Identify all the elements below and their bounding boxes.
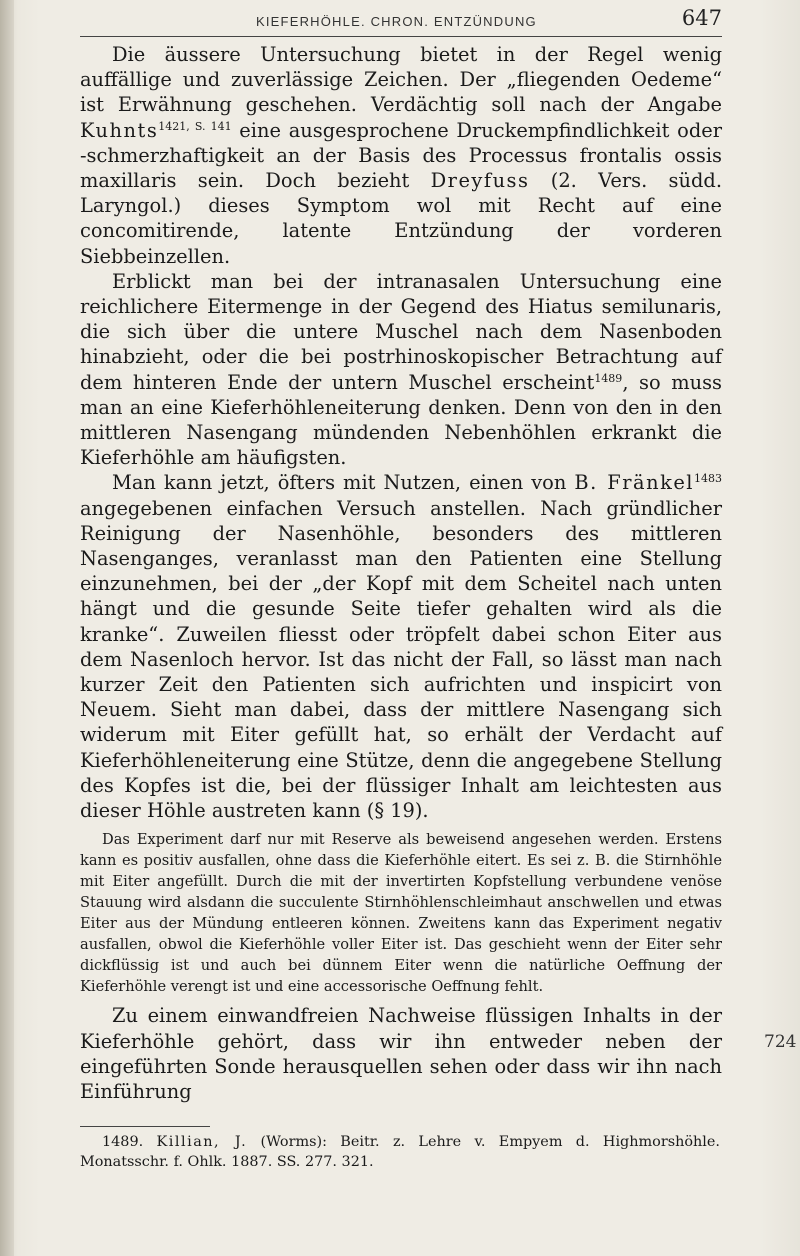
p1-text-c: (2. Vers. südd. Laryngol.) dieses Symptom wol mit Recht auf eine concomitirende, latente Entzündung der vorderen Siebbeinzellen. — [80, 169, 722, 268]
p1-text-a: Die äussere Untersuchung bietet in der Regel wenig auffällige und zuverlässige Zeichen. Der „fliegenden Oedeme“ ist Erwähnung geschehen. Verdächtig soll nach der Angabe — [80, 43, 722, 117]
reference-1489: 1489 — [594, 371, 623, 385]
footnote-1489 — [80, 1132, 720, 1172]
page-number: 647 — [681, 6, 722, 30]
paragraph-4: Zu einem einwandfreien Nachweise flüssigen Inhalts in der Kieferhöhle gehört, dass wir ihn entweder neben der eingeführten Sonde herausquellen sehen oder dass wir ihn nach Einführung — [80, 1004, 722, 1103]
page-binding-shadow — [0, 0, 14, 1256]
paragraph-2 — [80, 269, 722, 471]
small-print-note: Das Experiment darf nur mit Reserve als beweisend angesehen werden. Erstens kann es positiv ausfallen, ohne dass die Kieferhöhle eitert. Es sei z. B. die Stirnhöhle mit Eiter angefüllt. Durch die mit der invertirten Kopfstellung verbundene venöse Stauung wird alsdann die succulente Stirnhöhlenschleimhaut anschwellen und etwas Eiter aus der Mündung entleeren können. Zweitens kann das Experiment negativ ausfallen, obwol die Kieferhöhle voller Eiter ist. Das geschieht wenn der Eiter sehr dickflüssig ist und auch bei dünnem Eiter wenn die natürliche Oeffnung der Kieferhöhle verengt ist und eine accessorische Oeffnung fehlt. — [80, 831, 722, 996]
reference-1421: 1421, S. 141 — [158, 119, 232, 133]
margin-reference-number: 724 — [764, 1032, 797, 1052]
author-fraenkel: B. Fränkel — [574, 471, 694, 495]
author-kuhnt: Kuhnts — [80, 118, 159, 142]
p3-text-a: Man kann jetzt, öfters mit Nutzen, einen von — [112, 471, 575, 495]
footnote-divider — [80, 1126, 210, 1127]
paragraph-3 — [80, 470, 722, 823]
footnote-number: 1489. — [102, 1134, 144, 1150]
running-head: KIEFERHÖHLE. CHRON. ENTZÜNDUNG — [256, 14, 537, 29]
footnote — [80, 1132, 720, 1172]
body-text — [80, 42, 722, 1104]
page-header — [80, 6, 722, 37]
footnote-text: (Worms): Beitr. z. Lehre v. Empyem d. Highmorshöhle. Monatsschr. f. Ohlk. 1887. SS. 277. 321. — [80, 1134, 720, 1170]
footnote-author: Killian, J. — [156, 1134, 248, 1150]
p3-text-b: angegebenen einfachen Versuch anstellen. Nach gründlicher Reinigung der Nasenhöhle, besonders des mittleren Nasenganges, veranlasst man den Patienten eine Stellung einzunehmen, bei der „der Kopf mit dem Scheitel nach unten hängt und die gesunde Seite tiefer gehalten wird als die kranke“. Zuweilen fliesst oder tröpfelt dabei schon Eiter aus dem Nasenloch hervor. Ist das nicht der Fall, so lässt man nach kurzer Zeit den Patienten sich aufrichten und inspicirt von Neuem. Sieht man dabei, dass der mittlere Nasengang sich widerum mit Eiter gefüllt hat, so erhält der Verdacht auf Kieferhöhleneiterung eine Stütze, denn die angegebene Stellung des Kopfes ist die, bei der flüssiger Inhalt am leichtesten aus dieser Höhle austreten kann (§ 19). — [80, 496, 722, 823]
p1-text-b: eine ausgesprochene Druckempfindlichkeit oder -schmerzhaftigkeit an der Basis des Processus frontalis ossis maxillaris sein. Doch bezieht — [80, 118, 722, 193]
reference-1483: 1483 — [694, 472, 722, 486]
paragraph-1 — [80, 42, 722, 269]
p2-text-b: , so muss man an eine Kieferhöhleneiterung denken. Denn von den in den mittleren Nasengang mündenden Nebenhöhlen erkrankt die Kieferhöhle am häufigsten. — [80, 370, 722, 470]
author-dreyfuss: Dreyfuss — [430, 169, 530, 193]
p2-text-a: Erblickt man bei der intranasalen Untersuchung eine reichlichere Eitermenge in der Gegend des Hiatus semilunaris, die sich über die untere Muschel nach dem Nasenboden hinabzieht, oder die bei postrhinoskopischer Betrachtung auf dem hinteren Ende der untern Muschel erscheint — [80, 269, 722, 394]
